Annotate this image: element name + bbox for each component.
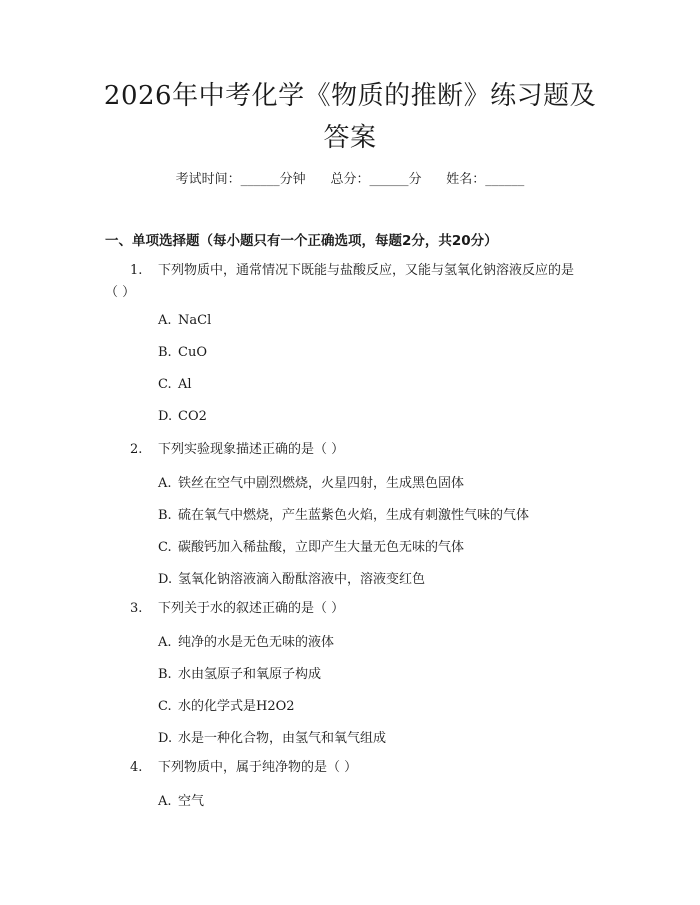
- option-text: CO2: [178, 409, 207, 424]
- question-stem: 下列实验现象描述正确的是（ ）: [158, 442, 345, 457]
- option-letter: D.: [158, 409, 173, 424]
- question-4: [105, 755, 605, 780]
- option-item: [158, 504, 529, 523]
- option-text: 水是一种化合物，由氢气和氧气组成: [178, 731, 387, 746]
- question-stem-continuation: （ ）: [105, 285, 136, 300]
- exam-meta-line: [0, 168, 700, 187]
- question-stem: 下列物质中，通常情况下既能与盐酸反应，又能与氢氧化钠溶液反应的是: [158, 263, 575, 278]
- option-text: 空气: [178, 794, 205, 809]
- option-text: 水的化学式是H2O2: [178, 699, 295, 714]
- option-item: [158, 568, 425, 587]
- option-text: NaCl: [178, 313, 212, 328]
- option-item: [158, 472, 464, 491]
- option-text: 铁丝在空气中剧烈燃烧，火星四射，生成黑色固体: [178, 476, 465, 491]
- question-1: [105, 258, 605, 305]
- option-item: [158, 631, 334, 650]
- option-item: [158, 727, 386, 746]
- option-text: 碳酸钙加入稀盐酸，立即产生大量无色无味的气体: [178, 540, 465, 555]
- option-letter: A.: [158, 313, 172, 328]
- option-item: [158, 663, 321, 682]
- option-item: [158, 790, 204, 809]
- question-stem: 下列关于水的叙述正确的是（ ）: [158, 601, 345, 616]
- option-letter: C.: [158, 699, 172, 714]
- question-3: [105, 596, 605, 621]
- question-number: 4.: [130, 760, 143, 775]
- option-letter: B.: [158, 345, 172, 360]
- option-letter: A.: [158, 635, 172, 650]
- option-letter: D.: [158, 572, 173, 587]
- question-stem: 下列物质中，属于纯净物的是（ ）: [158, 760, 358, 775]
- total-score-field: 总分：______分: [330, 172, 422, 187]
- option-letter: B.: [158, 508, 172, 523]
- option-letter: A.: [158, 476, 172, 491]
- document-title: 2026年中考化学《物质的推断》练习题及答案: [103, 81, 597, 153]
- option-text: 水由氢原子和氧原子构成: [178, 667, 322, 682]
- option-text: 硫在氧气中燃烧，产生蓝紫色火焰，生成有刺激性气味的气体: [178, 508, 530, 523]
- option-item: [158, 695, 295, 714]
- option-text: 纯净的水是无色无味的液体: [178, 635, 335, 650]
- option-item: [158, 377, 192, 392]
- option-item: [158, 345, 207, 360]
- option-text: Al: [178, 377, 192, 392]
- option-letter: C.: [158, 377, 172, 392]
- question-number: 1.: [130, 263, 143, 278]
- question-2: [105, 437, 605, 462]
- option-letter: A.: [158, 794, 172, 809]
- section-heading: 一、单项选择题（每小题只有一个正确选项，每题2分，共20分）: [105, 233, 498, 249]
- option-letter: D.: [158, 731, 173, 746]
- option-text: 氢氧化钠溶液滴入酚酞溶液中，溶液变红色: [178, 572, 426, 587]
- option-text: CuO: [178, 345, 207, 360]
- option-item: [158, 409, 207, 424]
- option-item: [158, 536, 464, 555]
- option-item: [158, 313, 211, 328]
- question-number: 3.: [130, 601, 143, 616]
- question-number: 2.: [130, 442, 143, 457]
- option-letter: C.: [158, 540, 172, 555]
- student-name-field: 姓名：______: [446, 172, 525, 187]
- exam-time-field: 考试时间：______分钟: [175, 172, 306, 187]
- option-letter: B.: [158, 667, 172, 682]
